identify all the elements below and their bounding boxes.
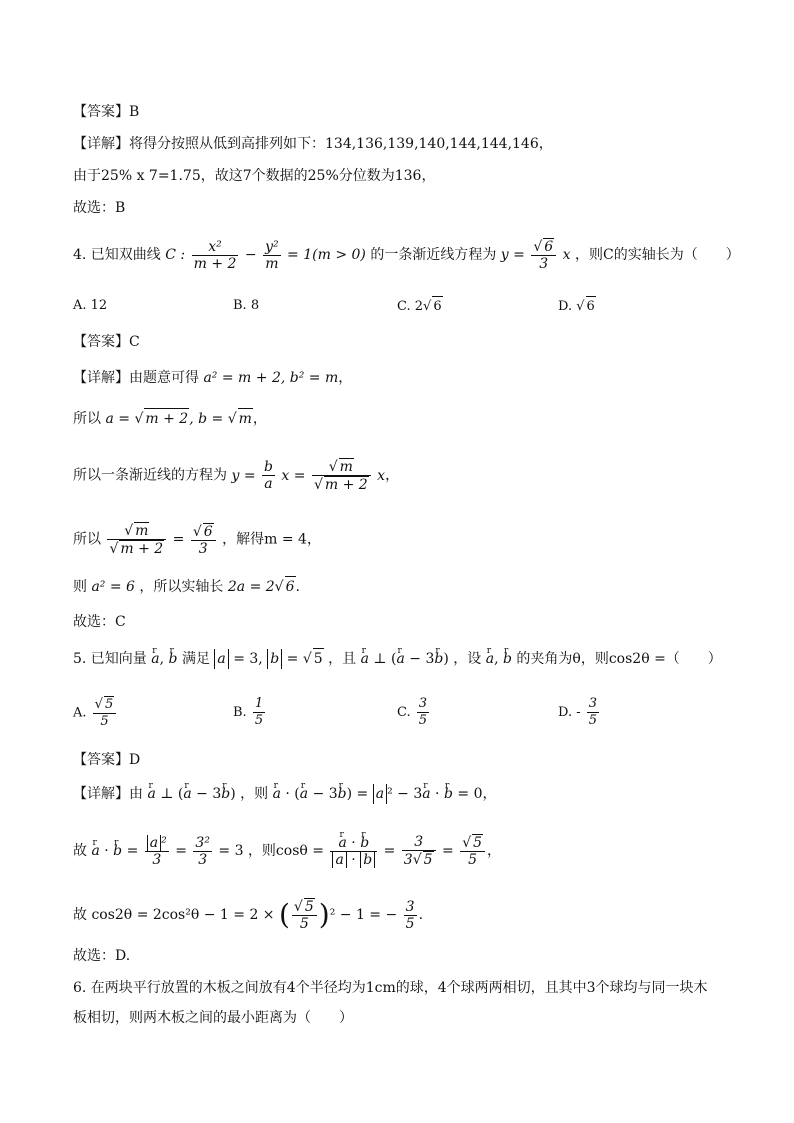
- result-line-5: 故 cos2θ = 2cos²θ − 1 = 2 × ( $\frac{√ 5}{5}$ )² − 1 = − $\frac{3}{5}$ .: [73, 898, 424, 932]
- detail-line-3: 【详解】将得分按照从低到高排列如下：134,136,139,140,144,144,146，: [73, 136, 553, 152]
- a4-solve: ，解得m = 4，: [222, 531, 321, 548]
- a5-then-label: ，则: [240, 786, 269, 802]
- a4-so2-label: 所以一条渐近线的方程为: [73, 467, 227, 484]
- a4-so3-label: 所以: [73, 531, 101, 548]
- q4-option-c: C. 2√ 6: [397, 296, 443, 317]
- then-line-4: 则 a² = 6 ，所以实轴长 2a = 2√ 6.: [73, 576, 300, 597]
- select-line-3: 故选：B: [73, 200, 126, 216]
- q4-end: ，则C的实轴长为（ ）: [575, 247, 740, 263]
- q4-option-a: A. 12: [73, 298, 108, 313]
- q4-formula: C : $\frac{\text{x²}}{m + 2}$ − $\frac{\text{y²}}{m}$ = 1(m > 0): [165, 238, 366, 272]
- q4-prefix: 4. 已知双曲线: [73, 247, 161, 263]
- q5-let: ，设: [453, 651, 482, 667]
- detail-line-5: 【详解】由 r a ⊥ (r a − 3r b) ，则 r a · (r a − 3r b) = a ² − 3r a · r b = 0，: [73, 784, 496, 804]
- answer-label-3: 【答案】B: [73, 104, 140, 120]
- q5-option-b-label: B.: [233, 705, 247, 720]
- question-4: [73, 238, 740, 272]
- a5-detail-label: 【详解】由: [73, 786, 143, 802]
- q4-asymptote: y = $\frac{√ 6}{3}$ x: [500, 239, 571, 272]
- a4-so1-label: 所以: [73, 411, 101, 427]
- q5-sat: 满足: [181, 651, 210, 667]
- q5-option-d: D. - $\frac{3}{5}$: [558, 696, 598, 728]
- a5-cos-label: ，则cosθ =: [247, 843, 325, 859]
- calc-line-3: 由于25% x 7=1.75，故这7个数据的25%分位数为136，: [73, 168, 436, 184]
- q5-and: ，且: [328, 651, 357, 667]
- a4-then-label: 则: [73, 579, 87, 595]
- question-6-line-1: 6. 在两块平行放置的木板之间放有4个半径均为1cm的球，4个球两两相切，且其中3个球均与同一块木: [73, 980, 708, 996]
- a5-so-label: 故: [73, 843, 87, 859]
- q5-option-c-label: C.: [397, 705, 411, 720]
- answer-label-5: 【答案】D: [73, 752, 141, 768]
- q5-angle: 的夹角为θ，则cos2θ =（ ）: [516, 651, 722, 667]
- question-6-line-2: 板相切，则两木板之间的最小距离为（ ）: [73, 1010, 353, 1026]
- select-line-4: 故选：C: [73, 614, 126, 630]
- calc-line-5: 故 r a · r b = $\frac{\text{a ²}}{3}$ = $\frac{\text{3²}}{3}$ = 3 ，则cosθ = r $\frac{\text{a · r b}}{a \cdot b}$ = $\frac{3}{3√ 5}$ = $\frac{√ 5}{5}$ ，: [73, 834, 501, 868]
- q5-option-d-label: D. -: [558, 705, 581, 720]
- q4-option-d-label: D.: [558, 299, 573, 314]
- q4-option-d: D. √ 6: [558, 296, 596, 317]
- q5-option-b: B. $\frac{1}{5}$: [233, 696, 264, 728]
- q4-option-b: B. 8: [233, 298, 260, 313]
- q5-prefix: 5. 已知向量: [73, 651, 147, 667]
- so-line-4a: 所以 a = √ m + 2, b = √ m，: [73, 408, 267, 429]
- answer-label-4: 【答案】C: [73, 334, 140, 350]
- q5-option-a-label: A.: [73, 705, 87, 721]
- question-5: 5. 已知向量 r a, r b 满足 a = 3, b = √ 5 ，且 r a ⊥ (r a − 3r b) ，设 r a, r b 的夹角为θ，则cos2θ =（ ）: [73, 648, 722, 669]
- a4-detail-label: 【详解】由题意可得: [73, 370, 199, 386]
- detail-line-4: 【详解】由题意可得 a² = m + 2, b² = m，: [73, 370, 353, 386]
- q5-option-a: A. $\frac{√ 5}{5}$: [73, 696, 118, 730]
- so-line-4c: 所以 $\frac{√ m}{√ m + 2}$ = $\frac{√ 6}{3}$ ，解得m = 4，: [73, 523, 321, 557]
- a5-so2-label: 故: [73, 907, 87, 923]
- q5-option-c: C. $\frac{3}{5}$: [397, 696, 428, 728]
- select-line-5: 故选：D.: [73, 948, 131, 964]
- so-line-4b: 所以一条渐近线的方程为 y = $\frac{b}{a}$ x = $\frac{√ m}{√ m + 2}$ x，: [73, 459, 400, 493]
- q4-mid: 的一条渐近线方程为: [370, 247, 497, 263]
- q4-option-c-label: C.: [397, 299, 411, 314]
- a4-then2-label: ，所以实轴长: [139, 579, 224, 595]
